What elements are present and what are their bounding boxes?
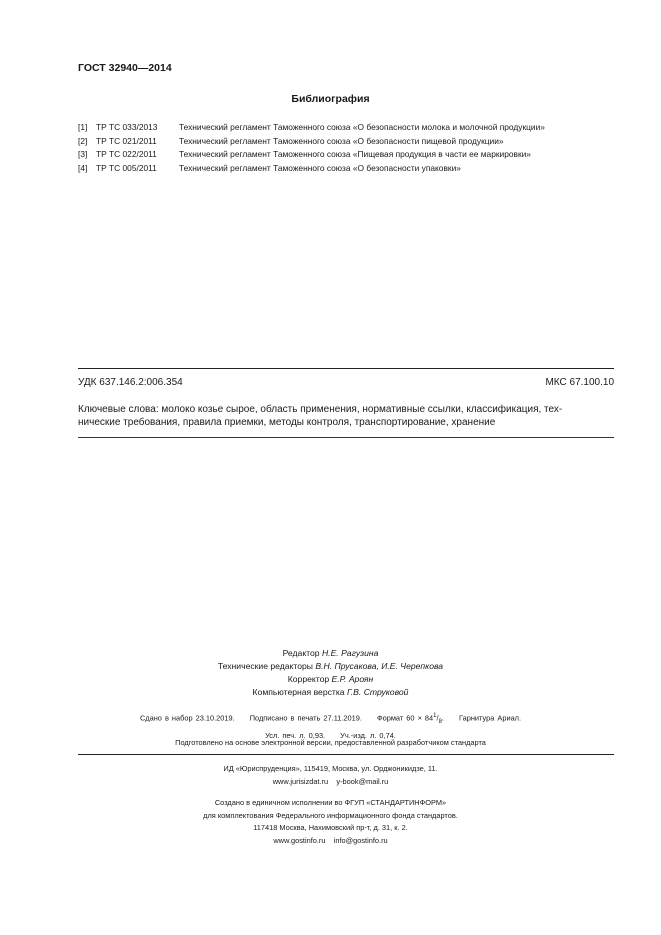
entry-number: [3] — [78, 149, 88, 159]
entry-code: ТР ТС 022/2011 — [96, 149, 157, 159]
gostinfo-email-link[interactable]: info@gostinfo.ru — [333, 835, 388, 845]
publisher-contacts — [0, 776, 661, 789]
standartinform-address: 117418 Москва, Нахимовский пр-т, д. 31, к. 2. — [253, 823, 408, 832]
layout-name: Г.В. Струковой — [346, 687, 409, 697]
tech-editors-line: Технические редакторы В.Н. Прусакова, И.Е. Черепкова — [217, 661, 444, 671]
tech-editors-names: В.Н. Прусакова, И.Е. Черепкова — [315, 661, 444, 671]
bibliography-entry — [78, 162, 545, 176]
bibliography-list — [78, 121, 545, 175]
udk-code: УДК 637.146.2:006.354 — [78, 377, 183, 388]
bibliography-entry — [78, 148, 545, 162]
entry-number: [1] — [78, 122, 88, 132]
publisher-email-link[interactable]: y-book@mail.ru — [336, 776, 389, 786]
bibliography-entry — [78, 135, 545, 149]
entry-number: [2] — [78, 135, 88, 146]
entry-number: [4] — [78, 162, 88, 173]
entry-code: ТР ТС 033/2013 — [96, 122, 158, 132]
keywords-line: нические требования, правила приемки, методы контроля, транспортирование, хранение — [78, 417, 496, 428]
standartinform-line: Создано в единичном исполнении во ФГУП «СТАНДАРТИНФОРМ» — [214, 798, 447, 807]
entry-code: ТР ТС 021/2011 — [96, 135, 157, 146]
publisher-address: ИД «Юриспруденция», 115419, Москва, ул. Орджоникидзе, 11. — [223, 764, 438, 773]
editor-name: Н.Е. Рагузина — [321, 648, 379, 658]
mks-code: МКС 67.100.10 — [545, 377, 614, 388]
corrector-line: Корректор Е.Р. Ароян — [287, 674, 374, 684]
keywords-divider — [78, 437, 614, 438]
standartinform-block — [0, 797, 661, 847]
entry-text: Технический регламент Таможенного союза «О безопасности упаковки» — [179, 162, 461, 173]
editor-line: Редактор Н.Е. Рагузина — [282, 648, 379, 658]
keywords-line: Ключевые слова: молоко козье сырое, область применения, нормативные ссылки, классификация, тех- — [78, 404, 563, 415]
bibliography-title: Библиография — [291, 93, 370, 105]
bibliography-entry — [78, 121, 545, 135]
standartinform-contacts — [0, 835, 661, 848]
entry-text: Технический регламент Таможенного союза «О безопасности пищевой продукции» — [179, 135, 504, 146]
top-divider — [78, 368, 614, 369]
gostinfo-website-link[interactable]: www.gostinfo.ru — [273, 835, 326, 845]
keywords — [78, 403, 614, 429]
entry-text: Технический регламент Таможенного союза «О безопасности молока и молочной продукции» — [179, 122, 545, 132]
layout-line: Компьютерная верстка Г.В. Струковой — [252, 687, 409, 697]
standartinform-line: для комплектования Федерального информационного фонда стандартов. — [203, 810, 458, 820]
corrector-name: Е.Р. Ароян — [331, 674, 374, 684]
publisher-block — [0, 763, 661, 788]
entry-code: ТР ТС 005/2011 — [96, 162, 157, 173]
document-header: ГОСТ 32940—2014 — [78, 62, 172, 74]
prepared-note: Подготовлено на основе электронной версии, предоставленной разработчиком стандарта — [175, 738, 486, 747]
imprint-line-2: Усл. печ. л. 0,93. Уч.-изд. л. 0,74. — [265, 730, 396, 740]
imprint-line-1: Сдано в набор 23.10.2019. Подписано в печать 27.11.2019. Формат $60 \times 84^1/_8$. Гарнитура Ариал. — [139, 713, 522, 725]
publisher-website-link[interactable]: www.jurisizdat.ru — [272, 776, 329, 786]
publisher-divider — [78, 754, 614, 755]
credits-block — [0, 647, 661, 699]
entry-text: Технический регламент Таможенного союза «Пищевая продукция в части ее маркировки» — [179, 149, 531, 159]
